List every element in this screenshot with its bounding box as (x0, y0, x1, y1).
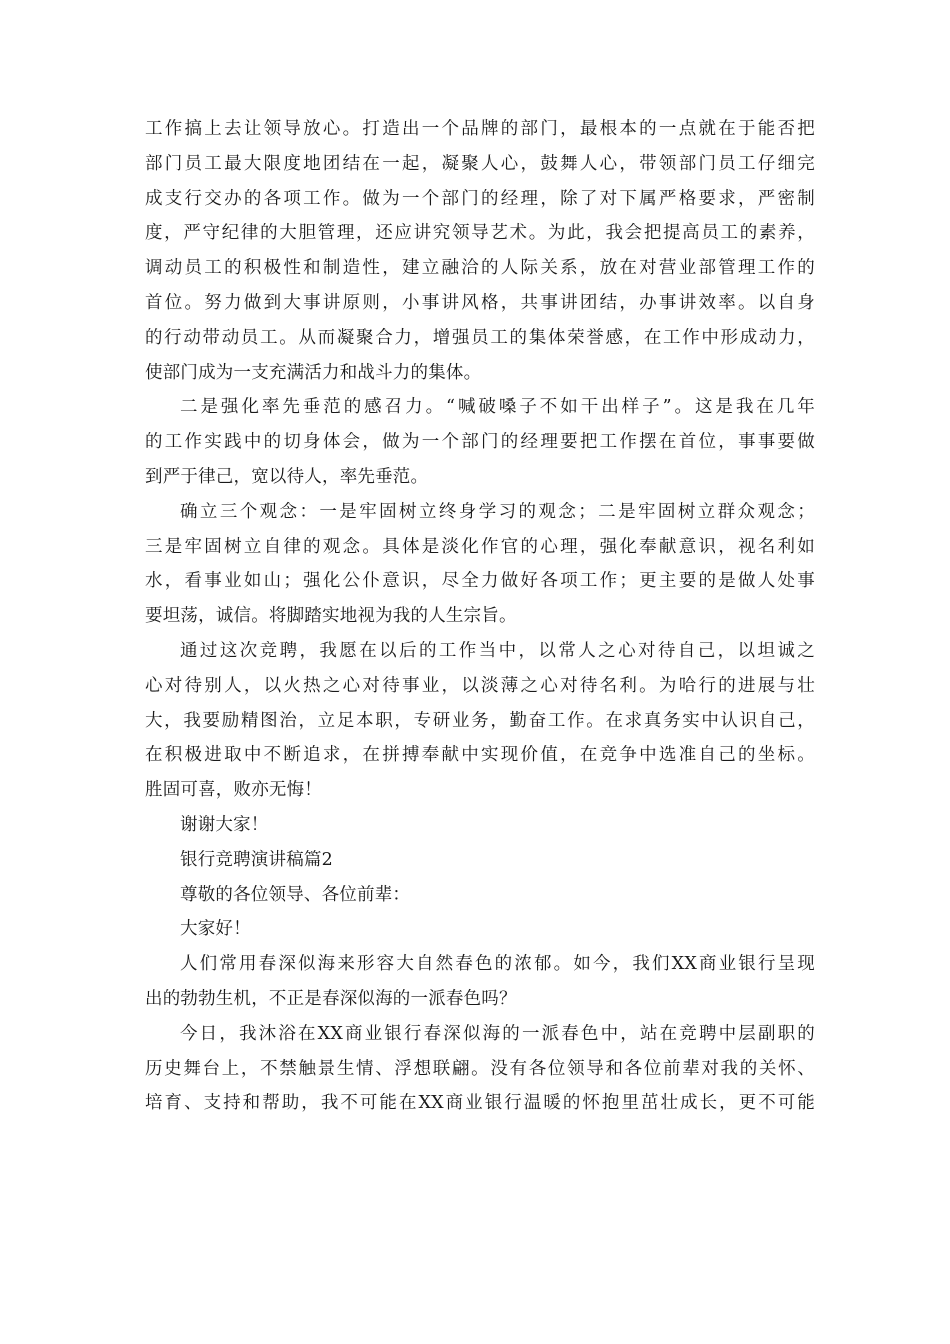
text-line: 部门员工最大限度地团结在一起，凝聚人心，鼓舞人心，带领部门员工仔细完 (145, 153, 815, 174)
section-heading (145, 843, 815, 878)
text-line: 胜固可喜，败亦无悔！ (145, 780, 322, 801)
text-line: 尊敬的各位领导、各位前辈： (180, 884, 411, 905)
text-line: 要坦荡，诚信。将脚踏实地视为我的人生宗旨。 (145, 606, 517, 627)
text-line: 在积极进取中不断追求，在拼搏奉献中实现价值，在竞争中选准自己的坐标。 (145, 745, 815, 766)
text-line: 二是强化率先垂范的感召力。“喊破嗓子不如干出样子”。这是我在几年 (180, 397, 815, 418)
text-line: 调动员工的积极性和制造性，建立融洽的人际关系，放在对营业部管理工作的 (145, 258, 815, 279)
greeting (145, 912, 815, 947)
paragraph-3 (145, 495, 815, 634)
paragraph-1 (145, 112, 815, 390)
text-line: 确立三个观念：一是牢固树立终身学习的观念；二是牢固树立群众观念； (180, 501, 815, 522)
text-line: 大，我要励精图治，立足本职，专研业务，勤奋工作。在求真务实中认识自己， (145, 710, 815, 731)
text-line: 历史舞台上，不禁触景生情、浮想联翩。没有各位领导和各位前辈对我的关怀、 (145, 1058, 815, 1079)
text-line: 人们常用春深似海来形容大自然春色的浓郁。如今，我们XX商业银行呈现 (180, 954, 815, 975)
text-line: 三是牢固树立自律的观念。具体是淡化作官的心理，强化奉献意识，视名利如 (145, 536, 815, 557)
text-line: 水，看事业如山；强化公仆意识，尽全力做好各项工作；更主要的是做人处事 (145, 571, 815, 592)
text-line: 心对待别人，以火热之心对待事业，以淡薄之心对待名利。为哈行的进展与壮 (145, 675, 815, 696)
paragraph-6 (145, 1017, 815, 1121)
text-line: 培育、支持和帮助，我不可能在XX商业银行温暖的怀抱里茁壮成长，更不可能 (145, 1093, 815, 1114)
text-line: 今日，我沐浴在XX商业银行春深似海的一派春色中，站在竞聘中层副职的 (180, 1023, 815, 1044)
text-line: 首位。努力做到大事讲原则，小事讲风格，共事讲团结，办事讲效率。以自身 (145, 292, 815, 313)
paragraph-5 (145, 947, 815, 1017)
text-line: 到严于律己，宽以待人，率先垂范。 (145, 466, 429, 487)
paragraph-4 (145, 634, 815, 808)
text-line: 出的勃勃生机，不正是春深似海的一派春色吗？ (145, 988, 517, 1009)
text-line: 的行动带动员工。从而凝聚合力，增强员工的集体荣誉感，在工作中形成动力， (145, 327, 815, 348)
text-line: 工作搞上去让领导放心。打造出一个品牌的部门，最根本的一点就在于能否把 (145, 119, 815, 139)
text-line: 使部门成为一支充满活力和战斗力的集体。 (145, 362, 482, 383)
text-line: 度，严守纪律的大胆管理，还应讲究领导艺术。为此，我会把提高员工的素养， (145, 223, 815, 244)
document-page (145, 112, 815, 1121)
text-line: 通过这次竞聘，我愿在以后的工作当中，以常人之心对待自己，以坦诚之 (180, 640, 815, 661)
text-line: 大家好！ (180, 919, 251, 940)
salutation (145, 878, 815, 913)
text-line: 谢谢大家！ (180, 814, 269, 835)
text-line: 银行竞聘演讲稿篇2 (180, 849, 333, 870)
paragraph-thanks (145, 808, 815, 843)
text-line: 成支行交办的各项工作。做为一个部门的经理，除了对下属严格要求，严密制 (145, 188, 815, 209)
paragraph-2 (145, 390, 815, 494)
text-line: 的工作实践中的切身体会，做为一个部门的经理要把工作摆在首位，事事要做 (145, 432, 815, 453)
